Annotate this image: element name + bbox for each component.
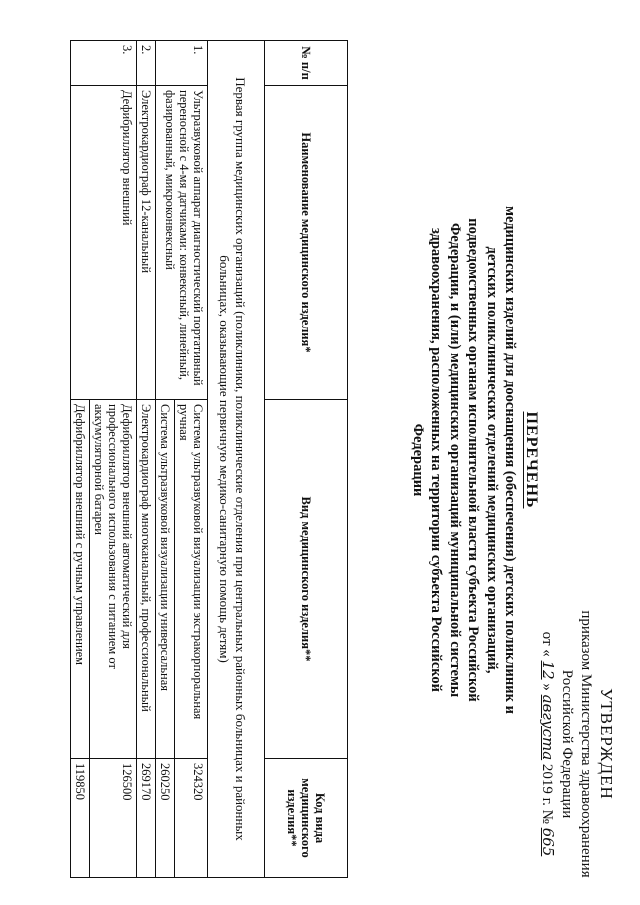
- order-number: 665: [539, 827, 557, 857]
- row-code: 119850: [71, 759, 90, 878]
- date-month: августа: [539, 694, 557, 761]
- date-mid: »: [539, 683, 555, 691]
- row-code: 324320: [175, 759, 208, 878]
- row-name: Электрокардиограф 12-канальный: [137, 86, 156, 400]
- document-title-block: [409, 195, 541, 725]
- group-row: [208, 41, 265, 878]
- approval-country-line: Российской Федерации: [559, 669, 575, 819]
- table-row: [175, 41, 208, 878]
- approval-date-line: [537, 609, 557, 879]
- approval-block: [537, 609, 616, 879]
- row-code: 269170: [137, 759, 156, 878]
- row-number: 3.: [71, 41, 137, 86]
- table-row: [90, 41, 137, 878]
- row-kind: Дефибриллятор внешний автоматический для профессионального использования с питанием от аккумуляторной батареи: [90, 400, 137, 759]
- group-label: Первая группа медицинских организаций (поликлиники, поликлинические отделения при центральных районных больницах и районных больницах, оказывающие первичную медико-санитарную помощь детям): [208, 41, 265, 878]
- row-number: 2.: [137, 41, 156, 86]
- approval-order-line: приказом Министерства здравоохранения: [578, 610, 594, 878]
- date-prefix: от «: [539, 631, 555, 657]
- row-number: 1.: [156, 41, 208, 86]
- document-title: ПЕРЕЧЕНЬ: [523, 411, 540, 509]
- header-number: № п/п: [265, 41, 348, 86]
- row-code: 126500: [90, 759, 137, 878]
- table-header-row: [265, 41, 348, 878]
- header-code: Код вида медицинского изделия**: [265, 759, 348, 878]
- row-kind: Система ультразвуковой визуализации универсальная: [156, 400, 175, 759]
- document-subtitle: медицинских изделий для дооснащения (обеспечения) детских поликлиник и детских поликлинических отделений медицинских организаций, подведомственных органам исполнительной власти субъекта Российской Федерации, и (или) медицинских организаций муниципальной системы здравоохранения, расположенных на территории субъекта Российской Федерации: [410, 206, 519, 714]
- equipment-table: [70, 40, 348, 878]
- date-day: 12: [539, 660, 557, 680]
- row-name: Дефибриллятор внешний: [71, 86, 137, 400]
- header-kind: Вид медицинского изделия**: [265, 400, 348, 759]
- row-name: Ультразвуковой аппарат диагностический портативный переносной с 4-мя датчиками: конвексный, линейный, фазированный, микроконвексный: [156, 86, 208, 400]
- row-kind: Дефибриллятор внешний с ручным управлением: [71, 400, 90, 759]
- row-kind: Система ультразвуковой визуализации экстракорпоральная ручная: [175, 400, 208, 759]
- approval-title: УТВЕРЖДЕН: [597, 688, 616, 800]
- row-kind: Электрокардиограф многоканальный, профессиональный: [137, 400, 156, 759]
- table-row: [137, 41, 156, 878]
- date-year: 2019 г. №: [539, 763, 555, 824]
- row-code: 260250: [156, 759, 175, 878]
- header-name: Наименование медицинского изделия*: [265, 86, 348, 400]
